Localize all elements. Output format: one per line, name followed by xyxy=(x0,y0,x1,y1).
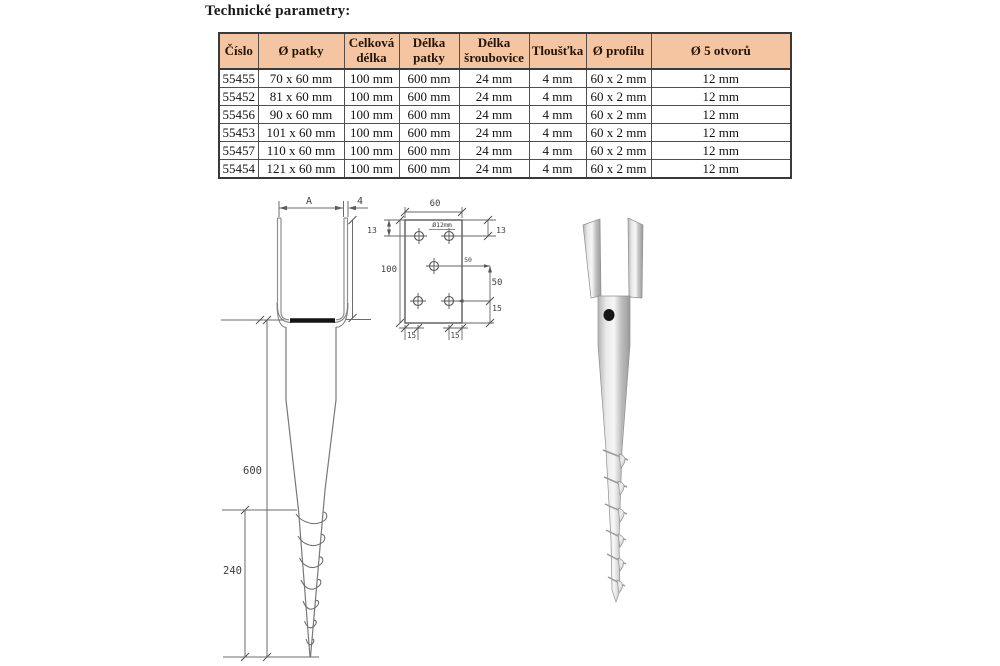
table-cell: 12 mm xyxy=(651,88,791,106)
table-cell: 12 mm xyxy=(651,124,791,142)
dim-label-right-15: 15 xyxy=(492,304,502,313)
table-cell: 4 mm xyxy=(529,69,586,88)
parameters-table xyxy=(218,32,792,179)
table-cell: 101 x 60 mm xyxy=(258,124,344,142)
table-cell: 55457 xyxy=(219,142,258,160)
dim-label-mid-50: 50 xyxy=(464,256,472,264)
table-cell: 70 x 60 mm xyxy=(258,69,344,88)
table-cell: 600 mm xyxy=(399,88,459,106)
column-header-delka-sroubovice: Délka šroubovice xyxy=(459,33,529,69)
table-cell: 24 mm xyxy=(459,88,529,106)
table-cell: 4 mm xyxy=(529,142,586,160)
table-cell: 24 mm xyxy=(459,160,529,179)
table-cell: 55452 xyxy=(219,88,258,106)
column-header-cislo: Číslo xyxy=(219,33,258,69)
table-cell: 4 mm xyxy=(529,160,586,179)
table-cell: 55453 xyxy=(219,124,258,142)
fork-prongs xyxy=(583,218,643,298)
table-cell: 12 mm xyxy=(651,142,791,160)
dim-label-total-length: 600 xyxy=(243,465,262,477)
column-header-celkova-delka: Celková délka xyxy=(344,33,399,69)
dim-label-top-left: 13 xyxy=(367,226,377,235)
column-header-otvoru: Ø 5 otvorů xyxy=(651,33,791,69)
screw-shaft-outline xyxy=(286,327,336,657)
table-cell: 55455 xyxy=(219,69,258,88)
product-photo xyxy=(548,188,698,623)
dim-label-a: A xyxy=(305,196,313,207)
table-cell: 121 x 60 mm xyxy=(258,160,344,179)
table-cell: 60 x 2 mm xyxy=(586,106,651,124)
table-cell: 24 mm xyxy=(459,142,529,160)
table-cell: 100 mm xyxy=(344,124,399,142)
table-cell: 100 mm xyxy=(344,142,399,160)
table-cell: 24 mm xyxy=(459,106,529,124)
table-cell: 90 x 60 mm xyxy=(258,106,344,124)
dim-label-bottom-mid-15: 15 xyxy=(450,331,460,340)
table-cell: 12 mm xyxy=(651,106,791,124)
table-cell: 60 x 2 mm xyxy=(586,142,651,160)
u-bracket-outline xyxy=(277,218,348,327)
table-row xyxy=(219,160,791,179)
table-cell: 12 mm xyxy=(651,69,791,88)
dim-label-right-50: 50 xyxy=(491,278,503,288)
table-cell: 600 mm xyxy=(399,69,459,88)
table-cell: 24 mm xyxy=(459,124,529,142)
table-cell: 110 x 60 mm xyxy=(258,142,344,160)
table-cell: 100 mm xyxy=(344,69,399,88)
page-title: Technické parametry: xyxy=(205,3,351,19)
plate-view-drawing xyxy=(358,193,510,350)
dim-label-top-right: 13 xyxy=(496,226,506,235)
bolt-hole xyxy=(604,309,615,321)
column-header-tloustka: Tloušťka xyxy=(529,33,586,69)
table-cell: 600 mm xyxy=(399,142,459,160)
dim-label-bottom-left-15: 15 xyxy=(406,331,417,340)
table-cell: 600 mm xyxy=(399,124,459,142)
table-row xyxy=(219,69,791,88)
table-cell: 60 x 2 mm xyxy=(586,160,651,179)
header-row xyxy=(219,33,791,69)
table-row xyxy=(219,106,791,124)
dim-label-wall: 4 xyxy=(356,196,364,207)
table-cell: 600 mm xyxy=(399,160,459,179)
table-cell: 12 mm xyxy=(651,160,791,179)
table-cell: 4 mm xyxy=(529,124,586,142)
dim-label-plate-height: 100 xyxy=(380,265,397,275)
table-row xyxy=(219,142,791,160)
dimension-lines xyxy=(221,201,371,661)
dim-label-plate-width: 60 xyxy=(429,199,441,209)
table-cell: 60 x 2 mm xyxy=(586,124,651,142)
table-cell: 100 mm xyxy=(344,106,399,124)
table-cell: 24 mm xyxy=(459,69,529,88)
table-cell: 60 x 2 mm xyxy=(586,69,651,88)
hole-markers xyxy=(410,228,457,309)
column-header-patky: Ø patky xyxy=(258,33,344,69)
table-cell: 81 x 60 mm xyxy=(258,88,344,106)
plate-dimension-arrowheads xyxy=(387,220,492,303)
dim-label-screw-length: 240 xyxy=(223,565,242,577)
table-row xyxy=(219,124,791,142)
table-cell: 600 mm xyxy=(399,106,459,124)
column-header-delka-patky: Délka patky xyxy=(399,33,459,69)
table-cell: 55454 xyxy=(219,160,258,179)
table-cell: 55456 xyxy=(219,106,258,124)
table-cell: 100 mm xyxy=(344,88,399,106)
table-row xyxy=(219,88,791,106)
table-cell: 100 mm xyxy=(344,160,399,179)
table-cell: 60 x 2 mm xyxy=(586,88,651,106)
hole-diameter-label: Ø12mm xyxy=(432,221,452,229)
table-cell: 4 mm xyxy=(529,88,586,106)
screw-body xyxy=(598,296,630,602)
column-header-profilu: Ø profilu xyxy=(586,33,651,69)
table-cell: 4 mm xyxy=(529,106,586,124)
